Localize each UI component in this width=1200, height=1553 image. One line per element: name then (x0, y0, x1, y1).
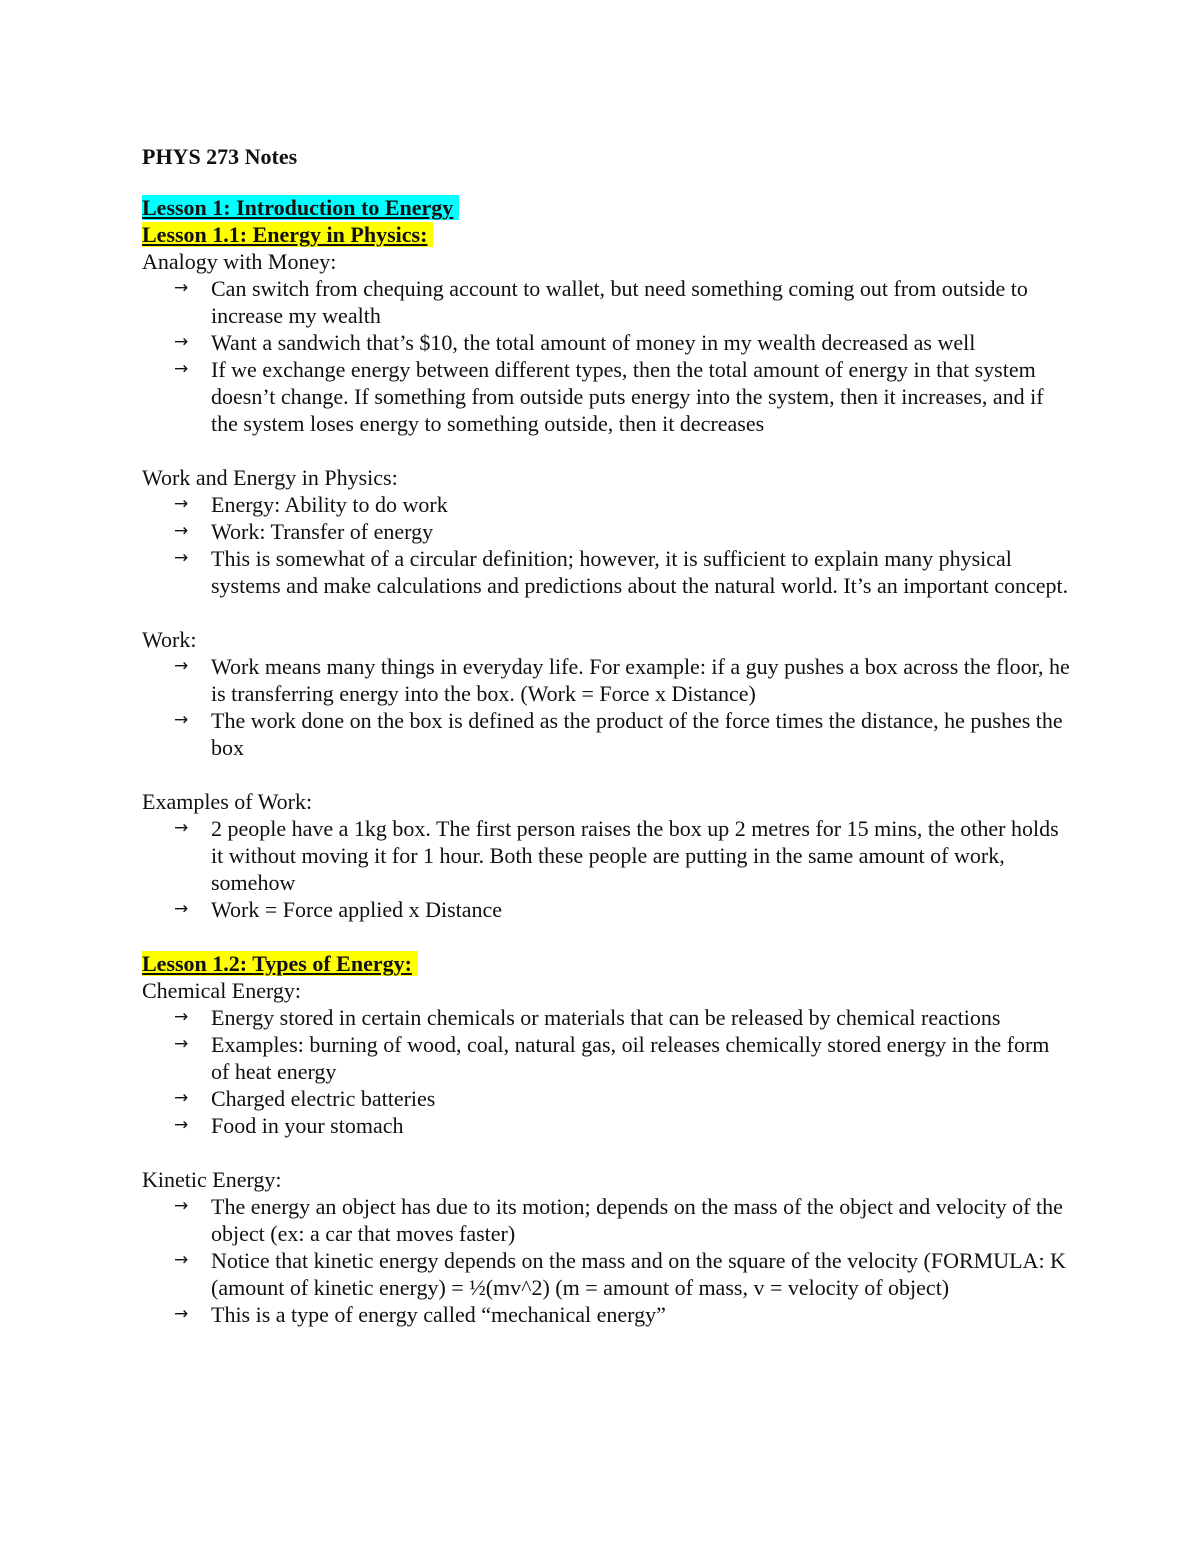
list-item (142, 329, 1072, 356)
arrow-right-icon: → (174, 1250, 189, 1270)
bullet-list (142, 1193, 1072, 1328)
section-label: Chemical Energy: (142, 978, 302, 1003)
section-label: Kinetic Energy: (142, 1167, 282, 1192)
list-item-text: 2 people have a 1kg box. The first person raises the box up 2 metres for 15 mins, the other holds it without moving it for 1 hour. Both these people are putting in the same amount of work, somehow (211, 816, 1059, 895)
lesson-1-1-heading: Lesson 1.1: Energy in Physics: (142, 221, 1072, 248)
bullet-list (142, 1004, 1072, 1139)
section-label: Analogy with Money: (142, 249, 337, 274)
arrow-right-icon: → (174, 548, 189, 568)
arrow-right-icon: → (174, 332, 189, 352)
arrow-right-icon: → (174, 1088, 189, 1108)
arrow-right-icon: → (174, 710, 189, 730)
list-item-text: This is a type of energy called “mechanical energy” (211, 1302, 666, 1327)
page-title: PHYS 273 Notes (142, 144, 298, 169)
list-item (142, 1004, 1072, 1031)
bullet-list (142, 815, 1072, 923)
note-section (142, 626, 1072, 761)
arrow-right-icon: → (174, 656, 189, 676)
list-item (142, 491, 1072, 518)
bullet-list (142, 653, 1072, 761)
document-page (142, 140, 1072, 1355)
note-section (142, 977, 1072, 1139)
list-item-text: Work: Transfer of energy (211, 519, 434, 544)
arrow-right-icon: → (174, 1115, 189, 1135)
list-item-text: Work = Force applied x Distance (211, 897, 503, 922)
list-item-text: The work done on the box is defined as the product of the force times the distance, he pushes the box (211, 708, 1063, 760)
lesson-1-2-sections (142, 977, 1072, 1328)
lesson-1-2-heading: Lesson 1.2: Types of Energy: (142, 950, 1072, 977)
list-item-text: Examples: burning of wood, coal, natural gas, oil releases chemically stored energy in the form of heat energy (211, 1032, 1050, 1084)
arrow-right-icon: → (174, 1034, 189, 1054)
list-item (142, 815, 1072, 896)
list-item (142, 545, 1072, 599)
list-item-text: Can switch from chequing account to wallet, but need something coming out from outside to increase my wealth (211, 276, 1028, 328)
list-item-text: Notice that kinetic energy depends on the mass and on the square of the velocity (FORMULA: K (amount of kinetic energy) = ½(mv^2) (m = amount of mass, v = velocity of object) (211, 1248, 1066, 1300)
list-item (142, 1301, 1072, 1328)
lesson-1-1-sections (142, 248, 1072, 923)
list-item (142, 1085, 1072, 1112)
section-label: Work: (142, 627, 197, 652)
list-item (142, 653, 1072, 707)
arrow-right-icon: → (174, 1196, 189, 1216)
list-item-text: This is somewhat of a circular definition; however, it is sufficient to explain many physical systems and make calculations and predictions about the natural world. It’s an important concept. (211, 546, 1069, 598)
list-item (142, 275, 1072, 329)
list-item-text: If we exchange energy between different types, then the total amount of energy in that system doesn’t change. If something from outside puts energy into the system, then it increases, and if the system loses energy to something outside, then it decreases (211, 357, 1044, 436)
lesson-1-heading: Lesson 1: Introduction to Energy (142, 194, 1072, 221)
arrow-right-icon: → (174, 359, 189, 379)
list-item-text: Energy: Ability to do work (211, 492, 448, 517)
note-section (142, 464, 1072, 599)
list-item (142, 896, 1072, 923)
list-item-text: The energy an object has due to its motion; depends on the mass of the object and velocity of the object (ex: a car that moves faster) (211, 1194, 1063, 1246)
bullet-list (142, 275, 1072, 437)
arrow-right-icon: → (174, 494, 189, 514)
list-item (142, 1193, 1072, 1247)
section-label: Work and Energy in Physics: (142, 465, 398, 490)
list-item (142, 1112, 1072, 1139)
list-item (142, 518, 1072, 545)
list-item-text: Food in your stomach (211, 1113, 404, 1138)
list-item (142, 707, 1072, 761)
list-item (142, 1031, 1072, 1085)
list-item (142, 356, 1072, 437)
bullet-list (142, 491, 1072, 599)
list-item-text: Energy stored in certain chemicals or materials that can be released by chemical reactions (211, 1005, 1001, 1030)
list-item-text: Want a sandwich that’s $10, the total amount of money in my wealth decreased as well (211, 330, 976, 355)
arrow-right-icon: → (174, 1007, 189, 1027)
list-item-text: Work means many things in everyday life. For example: if a guy pushes a box across the floor, he is transferring energy into the box. (Work = Force x Distance) (211, 654, 1070, 706)
list-item (142, 1247, 1072, 1301)
arrow-right-icon: → (174, 521, 189, 541)
list-item-text: Charged electric batteries (211, 1086, 436, 1111)
arrow-right-icon: → (174, 818, 189, 838)
note-section (142, 1166, 1072, 1328)
section-label: Examples of Work: (142, 789, 313, 814)
note-section (142, 248, 1072, 437)
arrow-right-icon: → (174, 1304, 189, 1324)
arrow-right-icon: → (174, 278, 189, 298)
arrow-right-icon: → (174, 899, 189, 919)
note-section (142, 788, 1072, 923)
